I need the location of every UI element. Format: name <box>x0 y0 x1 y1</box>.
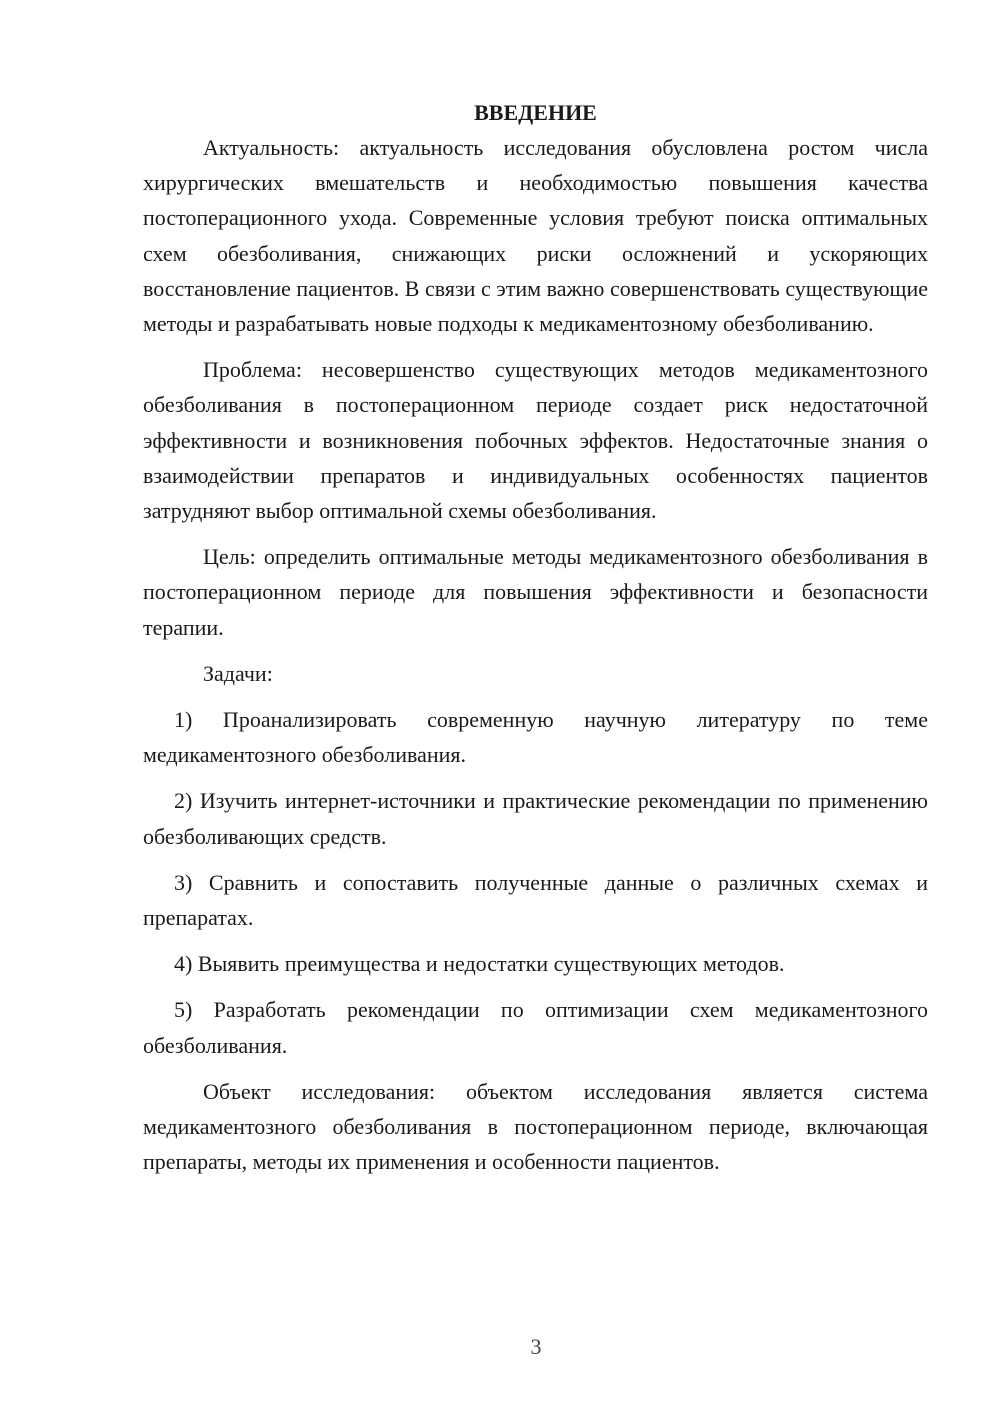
paragraph-goal: Цель: определить оптимальные методы медикаментозного обезболивания в постоперационном периоде для повышения эффективности и безопасности терапии. <box>143 544 928 640</box>
paragraph-relevance: Актуальность: актуальность исследования обусловлена ростом числа хирургических вмешательств и необходимостью повышения качества постоперационного ухода. Современные условия требуют поиска оптимальных схем обезболивания, снижающих риски осложнений и ускоряющих восстановление пациентов. В связи с этим важно совершенствовать существующие методы и разрабатывать новые подходы к медикаментозному обезболиванию. <box>143 135 928 337</box>
task-item-2: 2) Изучить интернет-источники и практические рекомендации по применению обезболивающих средств. <box>143 788 928 849</box>
task-item-5: 5) Разработать рекомендации по оптимизации схем медикаментозного обезболивания. <box>143 997 928 1058</box>
section-heading: ВВЕДЕНИЕ <box>474 100 597 125</box>
task-item-3: 3) Сравнить и сопоставить полученные данные о различных схемах и препаратах. <box>143 869 928 931</box>
task-item-4: 4) Выявить преимущества и недостатки существующих методов. <box>174 951 785 977</box>
page-number: 3 <box>530 1334 542 1359</box>
tasks-label: Задачи: <box>203 660 273 686</box>
paragraph-object: Объект исследования: объектом исследования является система медикаментозного обезболивания в постоперационном периоде, включающая препараты, методы их применения и особенности пациентов. <box>143 1078 928 1175</box>
paragraph-problem: Проблема: несовершенство существующих методов медикаментозного обезболивания в постоперационном периоде создает риск недостаточной эффективности и возникновения побочных эффектов. Недостаточные знания о взаимодействии препаратов и индивидуальных особенностях пациентов затрудняют выбор оптимальной схемы обезболивания. <box>143 357 928 524</box>
page-content <box>143 95 928 1179</box>
task-item-1: 1) Проанализировать современную научную литературу по теме медикаментозного обезболивания. <box>143 707 928 768</box>
